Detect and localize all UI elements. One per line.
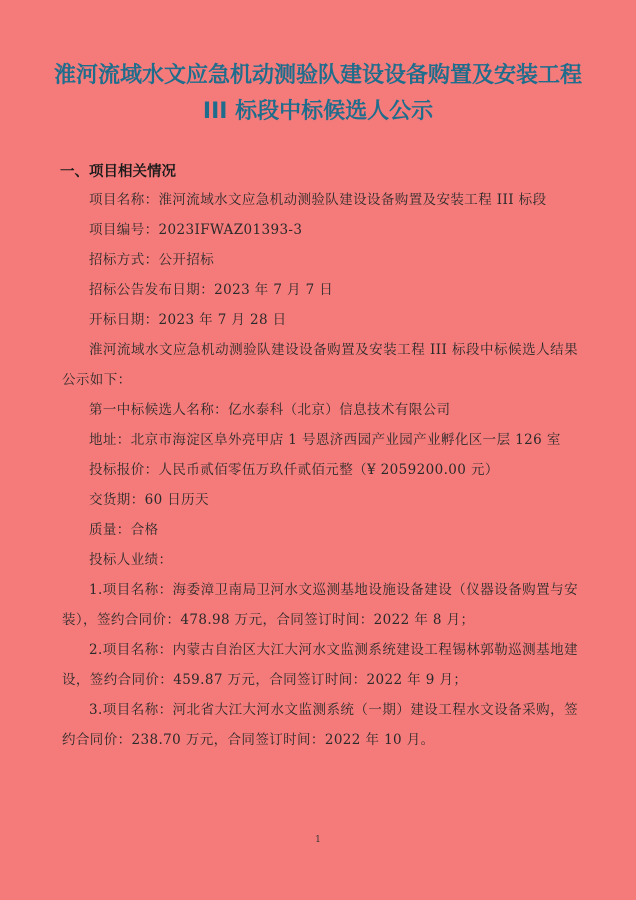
bidder-performance-heading: 投标人业绩： — [89, 552, 173, 568]
result-intro-paragraph: 淮河流域水文应急机动测验队建设设备购置及安装工程 III 标段中标候选人结果公示如下： — [62, 342, 578, 388]
page-number: 1 — [315, 835, 321, 845]
candidate-name-paragraph: 第一中标候选人名称：亿水泰科（北京）信息技术有限公司 — [89, 402, 451, 418]
quality-paragraph: 质量：合格 — [89, 522, 159, 538]
delivery-period-paragraph: 交货期：60 日历天 — [89, 492, 209, 508]
address-paragraph: 地址：北京市海淀区阜外亮甲店 1 号恩济西园产业园产业孵化区一层 126 室 — [89, 432, 561, 448]
project-name-paragraph: 项目名称：淮河流域水文应急机动测验队建设设备购置及安装工程 III 标段 — [89, 192, 547, 208]
performance-item-3: 3.项目名称：河北省大江大河水文监测系统（一期）建设工程水文设备采购，签约合同价：238.70 万元，合同签订时间：2022 年 10 月。 — [62, 702, 578, 748]
section-heading: 一、项目相关情况 — [60, 164, 176, 180]
opening-date-paragraph: 开标日期：2023 年 7 月 28 日 — [89, 312, 287, 328]
document-title: 淮河流域水文应急机动测验队建设设备购置及安装工程 III 标段中标候选人公示 — [53, 63, 582, 124]
project-number-paragraph: 项目编号：2023IFWAZ01393-3 — [89, 222, 303, 238]
bid-price-paragraph: 投标报价：人民币贰佰零伍万玖仟贰佰元整（¥ 2059200.00 元） — [89, 462, 499, 478]
document-body — [62, 185, 578, 755]
announcement-date-paragraph: 招标公告发布日期：2023 年 7 月 7 日 — [89, 282, 334, 298]
bidding-method-paragraph: 招标方式：公开招标 — [89, 252, 215, 268]
performance-item-2: 2.项目名称：内蒙古自治区大江大河水文监测系统建设工程锡林郭勒巡测基地建设，签约合同价：459.87 万元，合同签订时间：2022 年 9 月； — [62, 642, 578, 688]
performance-item-1: 1.项目名称：海委漳卫南局卫河水文巡测基地设施设备建设（仪器设备购置与安装），签约合同价：478.98 万元，合同签订时间：2022 年 8 月； — [62, 582, 578, 628]
